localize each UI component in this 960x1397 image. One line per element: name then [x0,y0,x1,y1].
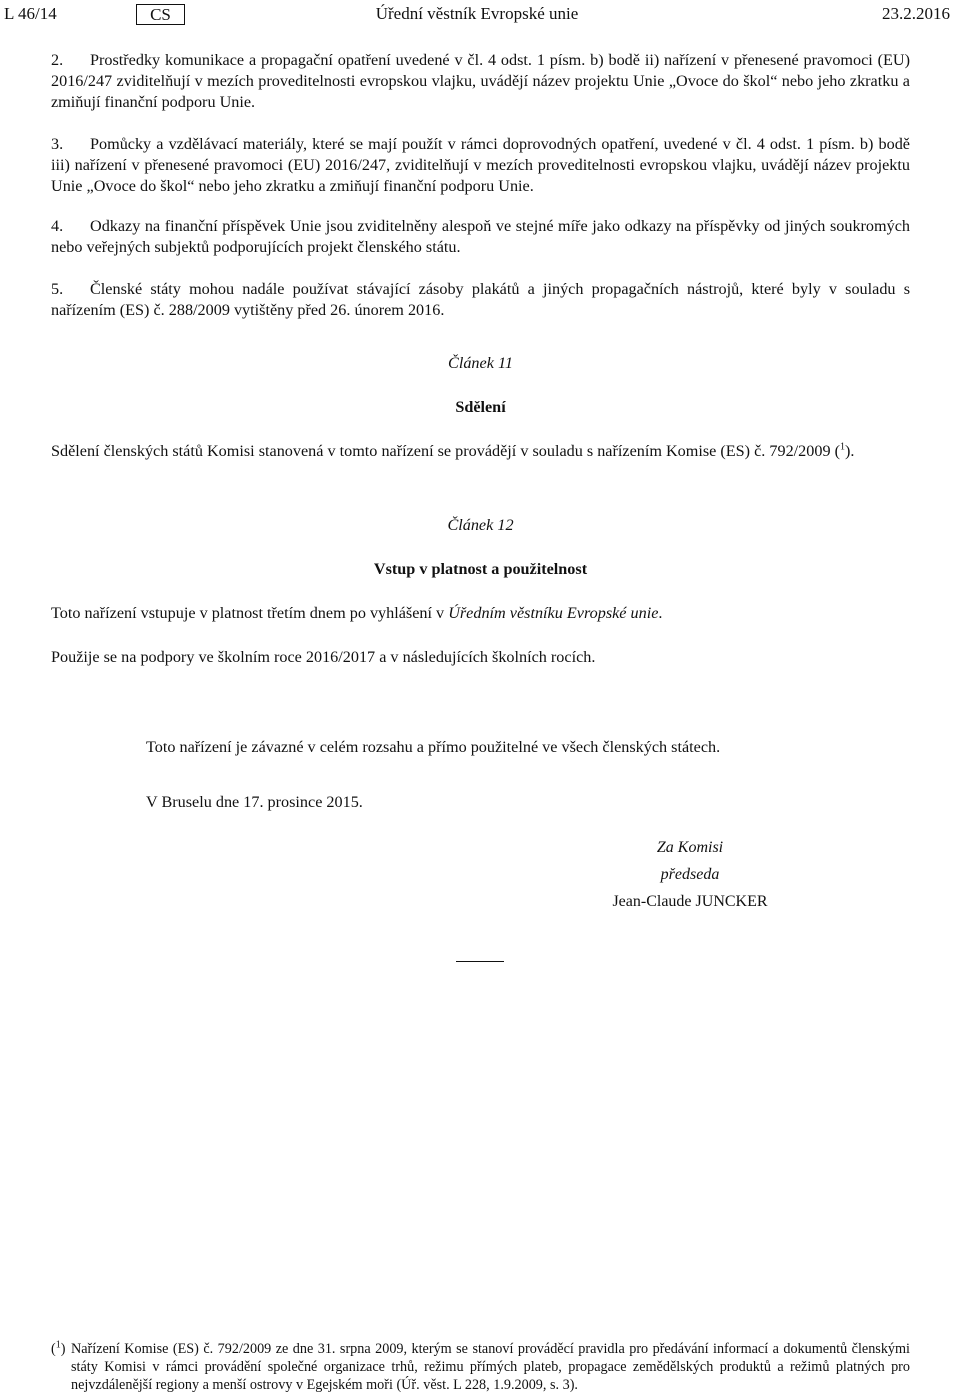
footnote-text: Nařízení Komise (ES) č. 792/2009 ze dne 31. srpna 2009, kterým se stanoví prováděcí pravidla pro předávání informací a dokumentů členskými státy Komisi v rámci provádění společné organizace trhů, režimu přímých plateb, propagace zemědělských produktů a režimů platných pro nejvzdálenější regiony a menší ostrovy v Egejském moři (Úř. věst. L 228, 1.9.2009, s. 3). [71,1341,910,1393]
footnote-ref: 1 [839,441,845,453]
page-reference: L 46/14 [4,4,57,23]
paragraph-text: Členské státy mohou nadále používat stávající zásoby plakátů a jiných propagačních nástrojů, které byly v souladu s nařízením (ES) č. 288/2009 vytištěny před 26. únorem 2016. [51,280,910,319]
paragraph-text: Pomůcky a vzdělávací materiály, které se mají použít v rámci doprovodných opatření, uvedené v čl. 4 odst. 1 písm. b) bodě iii) nařízení v přenesené pravomoci (EU) 2016/247, zviditelňují v mezích proveditelnosti evropskou vlajku, uvádějí název projektu Unie „Ovoce do škol“ nebo jeho zkratku a zmiňují finanční podporu Unie. [51,135,910,195]
publication-date: 23.2.2016 [882,4,950,23]
article-11-label: Článek 11 [448,354,513,372]
article-11-title: Sdělení [455,398,506,416]
footnote [51,1340,910,1394]
signature-for: Za Komisi [656,839,724,856]
page-header [4,4,950,26]
signature-role: předseda [660,866,720,883]
signature-block [560,834,820,915]
journal-title: Úřední věstník Evropské unie [375,4,579,23]
paragraph-5 [51,279,910,321]
paragraph-3 [51,134,910,197]
article-11-text: Sdělení členských států Komisi stanovená v tomto nařízení se provádějí v souladu s nařízením Komise (ES) č. 792/2009 ($^1$). [51,441,855,460]
paragraph-number: 2. [51,51,64,69]
paragraph-number: 3. [51,135,64,153]
place-and-date: V Bruselu dne 17. prosince 2015. [146,793,363,811]
binding-clause: Toto nařízení je závazné v celém rozsahu a přímo použitelné ve všech členských státech. [146,738,721,756]
article-12-label: Článek 12 [447,516,514,534]
footnote-divider [456,961,504,962]
article-12-title: Vstup v platnost a použitelnost [373,560,588,578]
signature-name: Jean-Claude JUNCKER [612,893,768,910]
footnote-mark: ($^1$) [51,1339,66,1357]
paragraph-4 [51,216,910,258]
article-12-text-2: Použije se na podpory ve školním roce 2016/2017 a v následujících školních rocích. [51,648,596,666]
language-badge: CS [136,4,185,25]
paragraph-text: Prostředky komunikace a propagační opatření uvedené v čl. 4 odst. 1 písm. b) bodě ii) nařízení v přenesené pravomoci (EU) 2016/247 zviditelňují v mezích proveditelnosti evropskou vlajku, uvádějí název projektu Unie „Ovoce do škol“ nebo jeho zkratku a zmiňují finanční podporu Unie. [51,51,910,111]
paragraph-2 [51,50,910,113]
paragraph-number: 4. [51,217,64,235]
paragraph-text: Odkazy na finanční příspěvek Unie jsou zviditelněny alespoň ve stejné míře jako odkazy na příspěvky od jiných soukromých nebo veřejných subjektů podporujících projekt členského státu. [51,217,910,256]
paragraph-number: 5. [51,280,64,298]
journal-name-italic: Úředním věstníku Evropské unie [448,604,659,622]
article-12-text-1: Toto nařízení vstupuje v platnost třetím dnem po vyhlášení v Úředním věstníku Evropské unie. [51,604,663,622]
